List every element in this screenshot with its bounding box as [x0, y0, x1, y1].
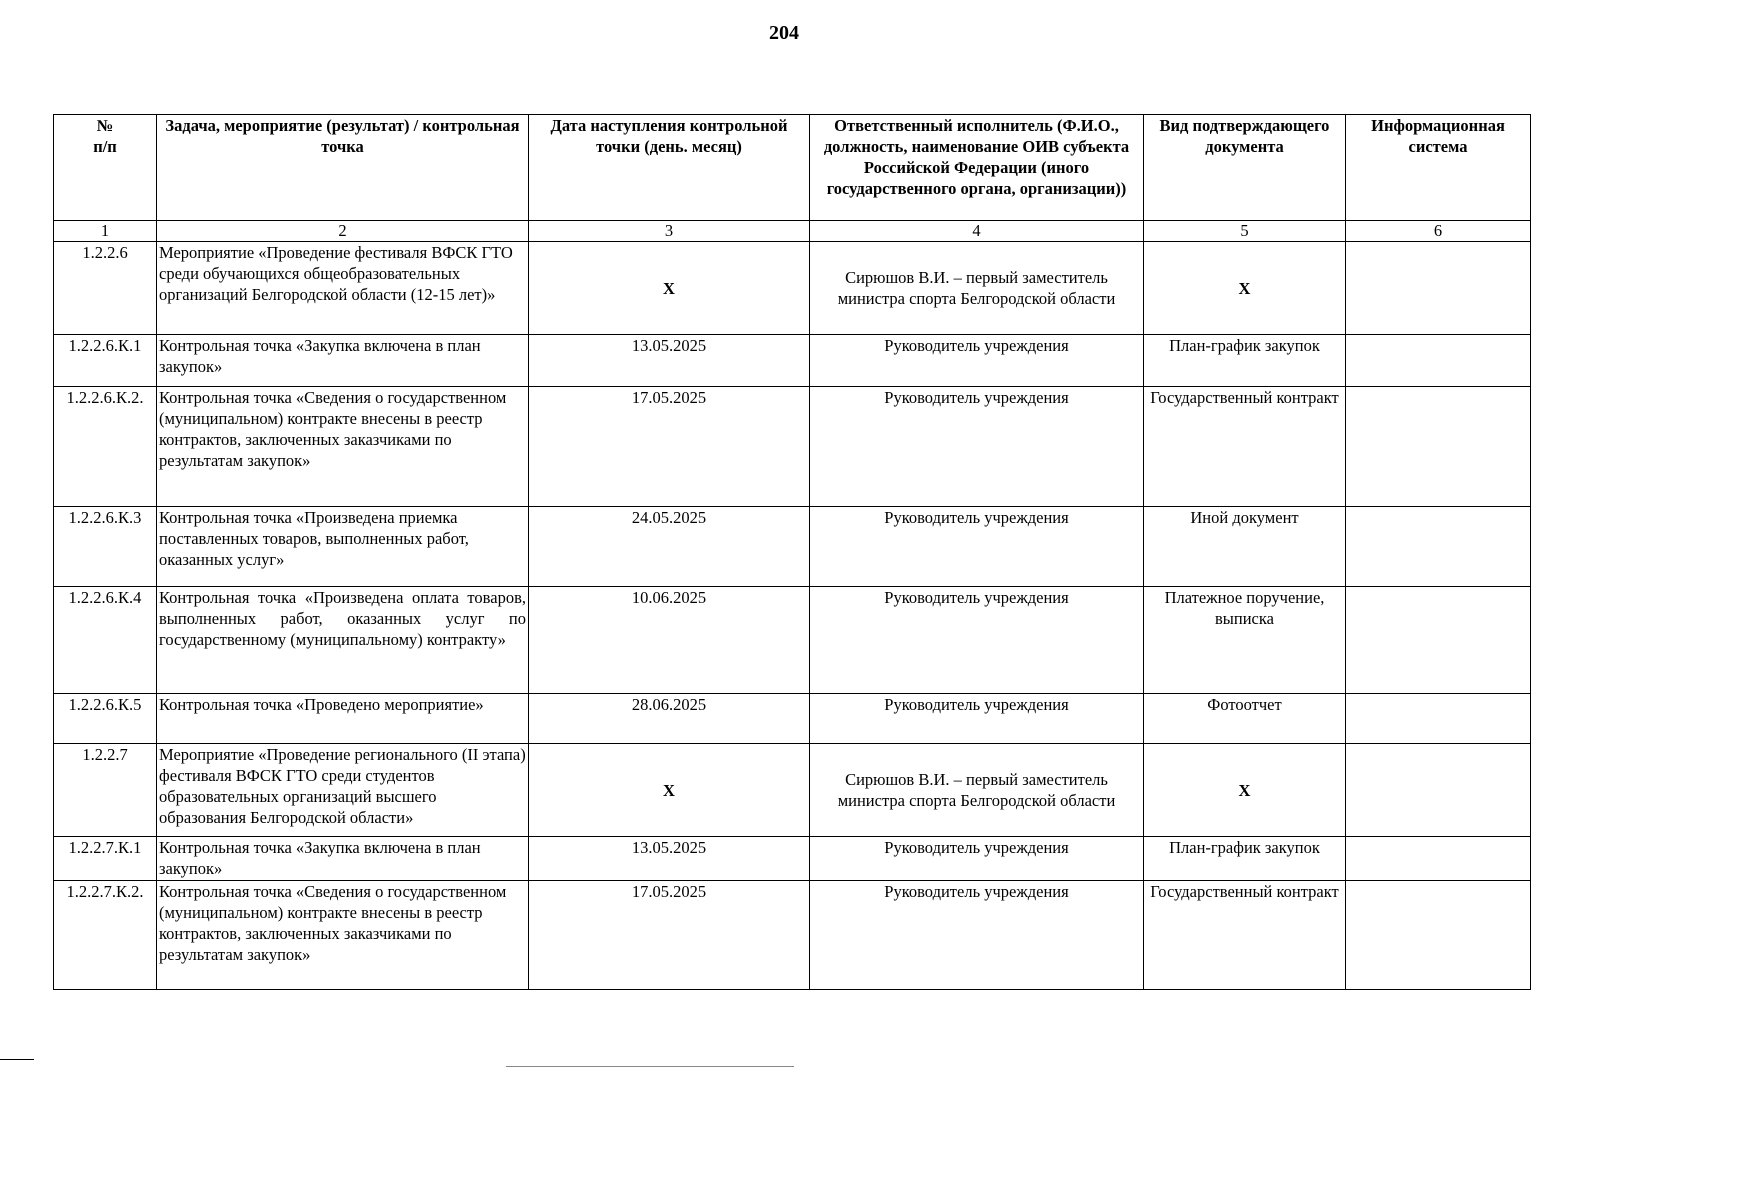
row-date: Х [529, 242, 810, 335]
row-system [1346, 881, 1531, 990]
header-document: Вид подтверждающего документа [1144, 115, 1346, 221]
row-responsible: Руководитель учреждения [810, 837, 1144, 881]
row-responsible: Сирюшов В.И. – первый заместитель министра спорта Белгородской области [810, 744, 1144, 837]
row-document: План-график закупок [1144, 837, 1346, 881]
row-task: Контрольная точка «Закупка включена в план закупок» [157, 837, 529, 881]
table-row [54, 837, 1531, 881]
row-document: Платежное поручение, выписка [1144, 587, 1346, 694]
row-system [1346, 694, 1531, 744]
row-task: Контрольная точка «Закупка включена в план закупок» [157, 335, 529, 387]
row-responsible: Руководитель учреждения [810, 694, 1144, 744]
column-number: 2 [157, 221, 529, 242]
row-task: Контрольная точка «Произведена оплата товаров, выполненных работ, оказанных услуг по государственному (муниципальному) контракту» [157, 587, 529, 694]
table-row [54, 242, 1531, 335]
row-system [1346, 242, 1531, 335]
row-number: 1.2.2.6.К.4 [54, 587, 157, 694]
row-responsible: Руководитель учреждения [810, 387, 1144, 507]
row-date: Х [529, 744, 810, 837]
row-date: 28.06.2025 [529, 694, 810, 744]
row-number: 1.2.2.7.К.2. [54, 881, 157, 990]
header-task: Задача, мероприятие (результат) / контрольная точка [157, 115, 529, 221]
row-responsible: Руководитель учреждения [810, 507, 1144, 587]
table-row [54, 387, 1531, 507]
row-number: 1.2.2.7 [54, 744, 157, 837]
row-task: Мероприятие «Проведение фестиваля ВФСК ГТО среди обучающихся общеобразовательных организаций Белгородской области (12-15 лет)» [157, 242, 529, 335]
row-date: 17.05.2025 [529, 881, 810, 990]
row-responsible: Руководитель учреждения [810, 881, 1144, 990]
column-number: 3 [529, 221, 810, 242]
row-document: Иной документ [1144, 507, 1346, 587]
row-system [1346, 335, 1531, 387]
row-system [1346, 387, 1531, 507]
row-system [1346, 587, 1531, 694]
table-row [54, 507, 1531, 587]
row-date: 17.05.2025 [529, 387, 810, 507]
row-date: 10.06.2025 [529, 587, 810, 694]
row-number: 1.2.2.6.К.1 [54, 335, 157, 387]
row-task: Контрольная точка «Произведена приемка поставленных товаров, выполненных работ, оказанных услуг» [157, 507, 529, 587]
table-row [54, 335, 1531, 387]
header-system: Информационная система [1346, 115, 1531, 221]
row-number: 1.2.2.6.К.5 [54, 694, 157, 744]
row-task: Контрольная точка «Сведения о государственном (муниципальном) контракте внесены в реестр контрактов, заключенных заказчиками по результатам закупок» [157, 387, 529, 507]
footer-rule [506, 1066, 794, 1067]
row-responsible: Руководитель учреждения [810, 335, 1144, 387]
page-number: 204 [769, 22, 799, 44]
row-document: Государственный контракт [1144, 387, 1346, 507]
column-number: 1 [54, 221, 157, 242]
margin-rule [0, 1059, 34, 1060]
table-row [54, 744, 1531, 837]
row-number: 1.2.2.6.К.3 [54, 507, 157, 587]
header-responsible: Ответственный исполнитель (Ф.И.О., должность, наименование ОИВ субъекта Российской Федерации (иного государственного органа, организации)) [810, 115, 1144, 221]
row-task: Мероприятие «Проведение регионального (II этапа) фестиваля ВФСК ГТО среди студентов образовательных организаций высшего образования Белгородской области» [157, 744, 529, 837]
row-responsible: Сирюшов В.И. – первый заместитель министра спорта Белгородской области [810, 242, 1144, 335]
column-number: 5 [1144, 221, 1346, 242]
control-points-table [53, 114, 1531, 990]
row-document: Х [1144, 242, 1346, 335]
column-number: 4 [810, 221, 1144, 242]
row-responsible: Руководитель учреждения [810, 587, 1144, 694]
row-date: 13.05.2025 [529, 837, 810, 881]
table-header-row [54, 115, 1531, 221]
row-system [1346, 507, 1531, 587]
row-document: Государственный контракт [1144, 881, 1346, 990]
row-task: Контрольная точка «Проведено мероприятие» [157, 694, 529, 744]
header-number: № п/п [54, 115, 157, 221]
row-date: 13.05.2025 [529, 335, 810, 387]
row-document: Х [1144, 744, 1346, 837]
row-number: 1.2.2.7.К.1 [54, 837, 157, 881]
column-number-row [54, 221, 1531, 242]
row-system [1346, 837, 1531, 881]
row-task: Контрольная точка «Сведения о государственном (муниципальном) контракте внесены в реестр контрактов, заключенных заказчиками по результатам закупок» [157, 881, 529, 990]
row-document: План-график закупок [1144, 335, 1346, 387]
table-row [54, 587, 1531, 694]
column-number: 6 [1346, 221, 1531, 242]
row-system [1346, 744, 1531, 837]
row-number: 1.2.2.6 [54, 242, 157, 335]
table-row [54, 694, 1531, 744]
row-number: 1.2.2.6.К.2. [54, 387, 157, 507]
header-date: Дата наступления контрольной точки (день. месяц) [529, 115, 810, 221]
row-document: Фотоотчет [1144, 694, 1346, 744]
table-row [54, 881, 1531, 990]
row-date: 24.05.2025 [529, 507, 810, 587]
